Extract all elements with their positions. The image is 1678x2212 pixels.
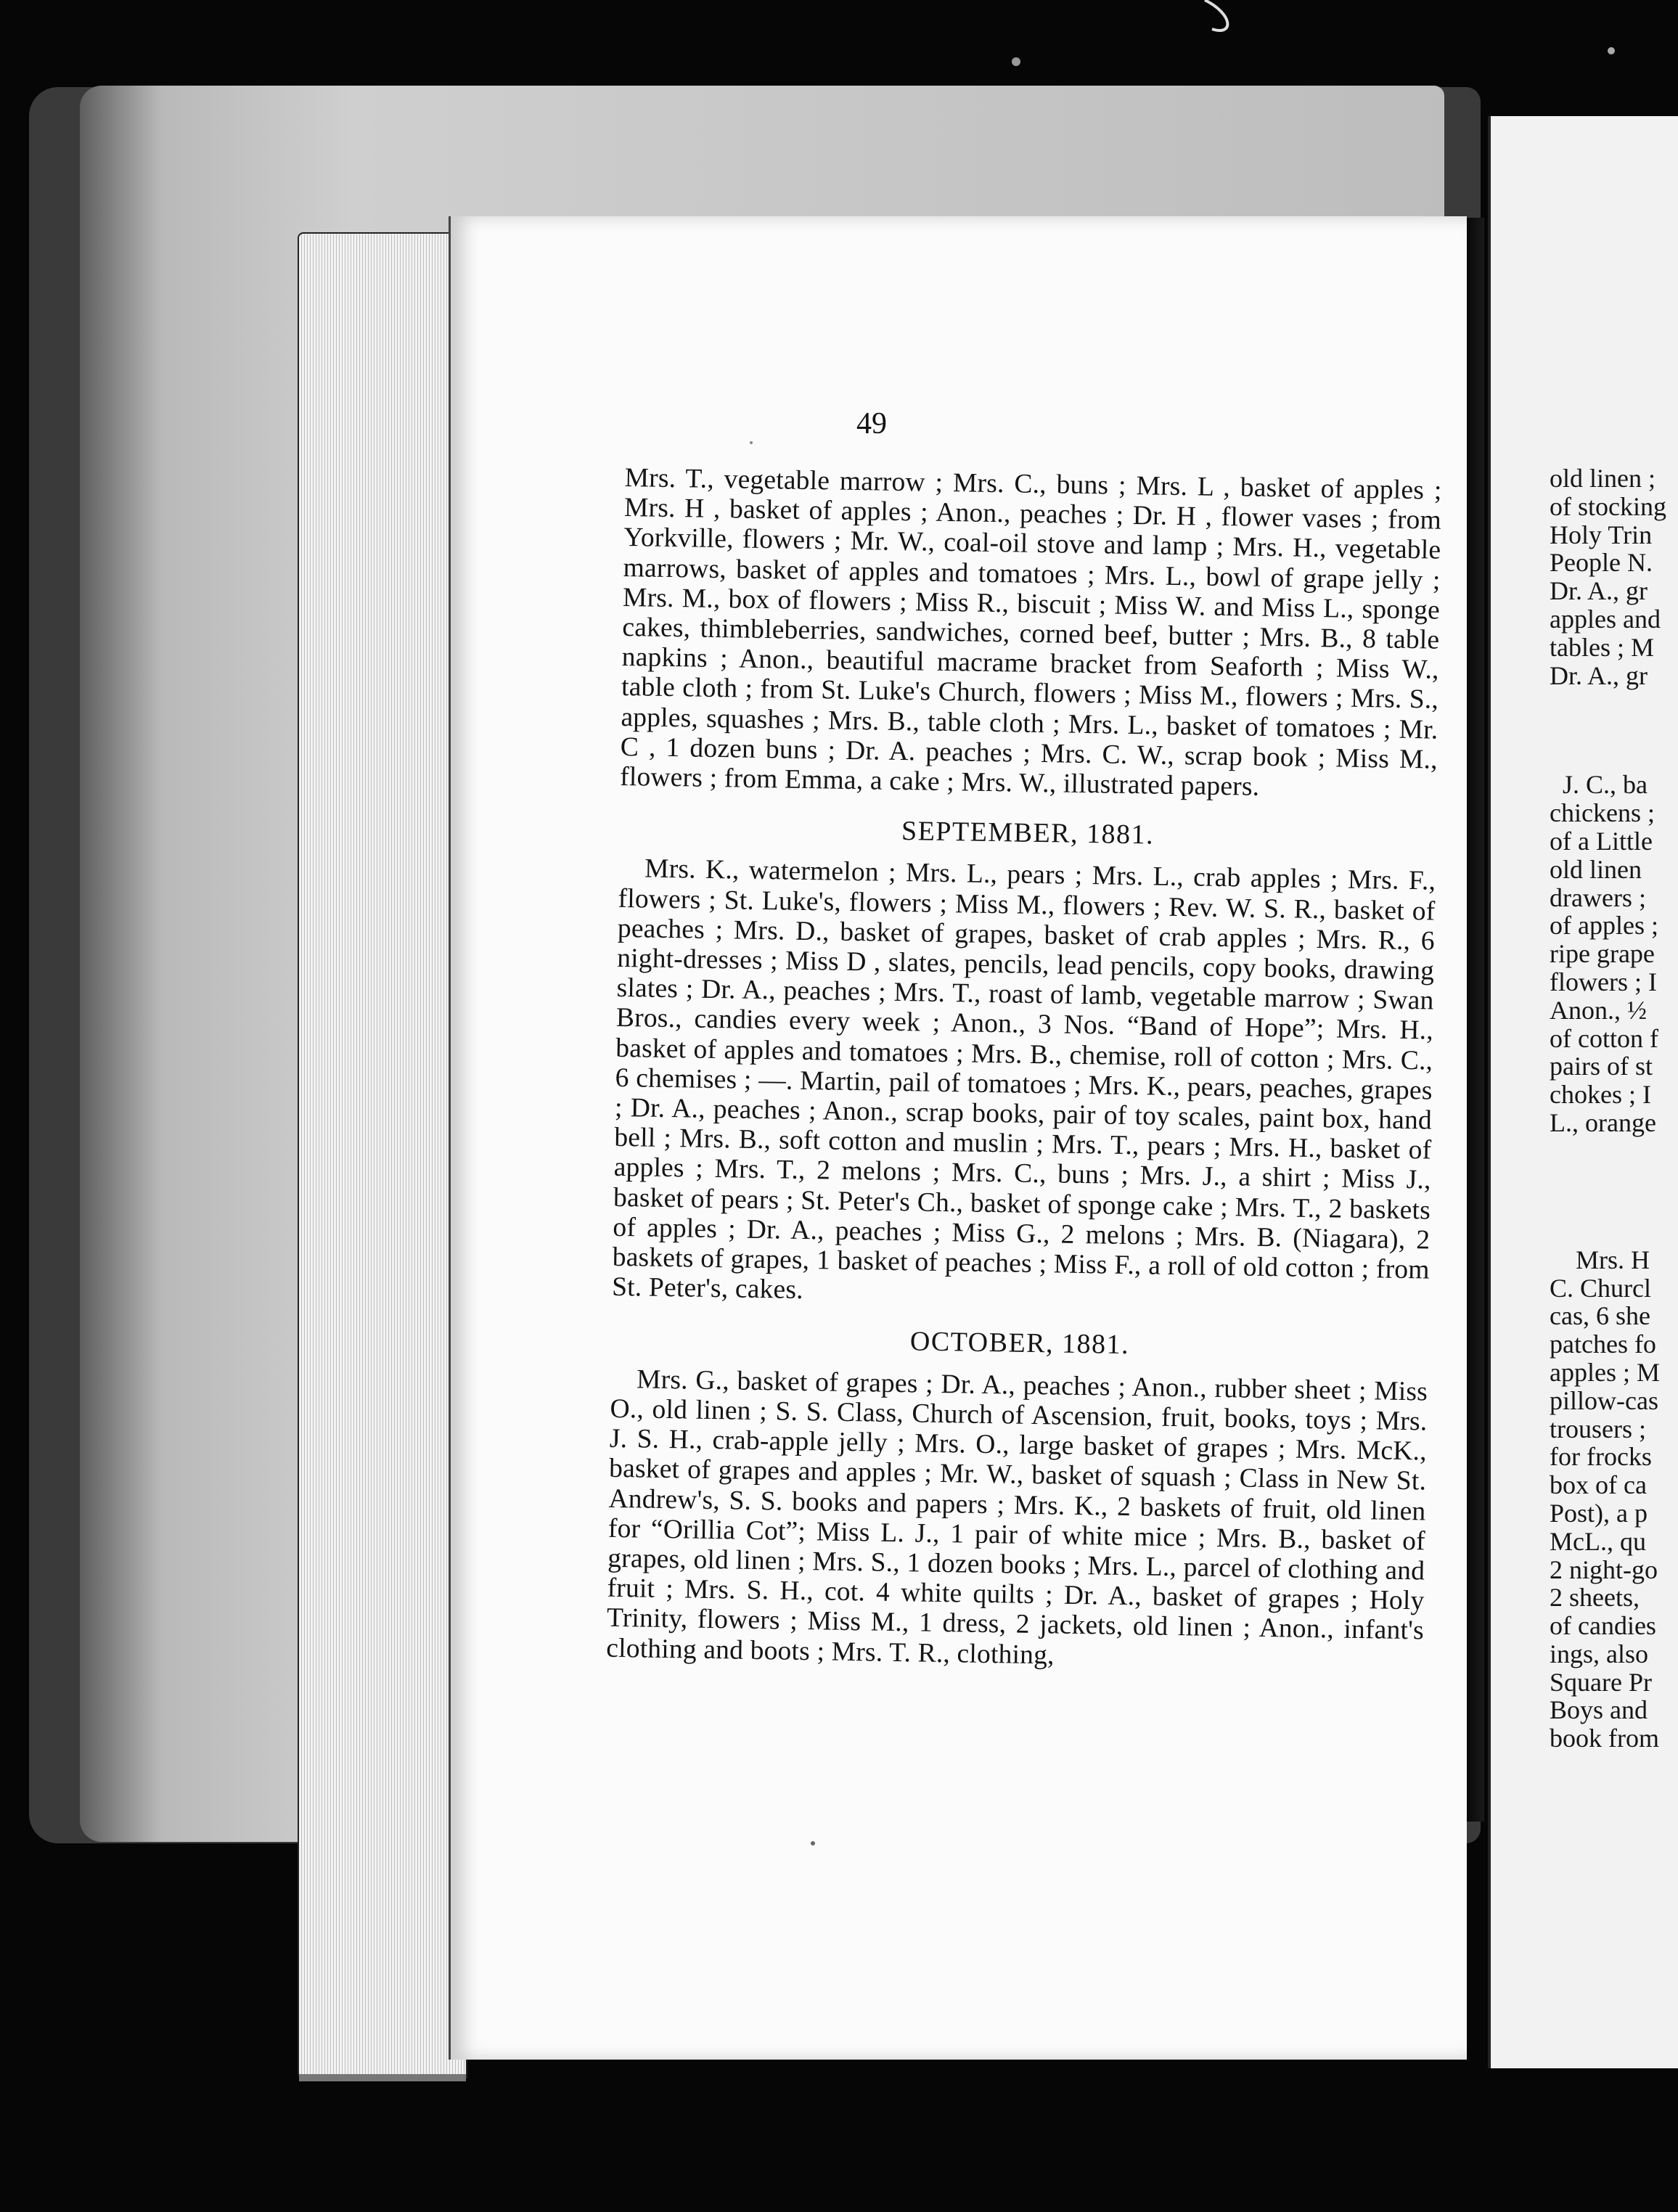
facing-page-text xyxy=(1550,464,1678,1753)
facing-line: drawers ; xyxy=(1550,882,1646,912)
facing-line: Holy Trin xyxy=(1550,520,1653,549)
facing-line: ripe grape xyxy=(1550,939,1655,969)
facing-line: chickens ; xyxy=(1550,798,1655,828)
facing-line: J. C., ba xyxy=(1563,770,1648,800)
facing-line: tables ; M xyxy=(1550,632,1654,662)
facing-line: for frocks xyxy=(1550,1442,1652,1472)
facing-line: ings, also xyxy=(1550,1639,1649,1668)
facing-gap xyxy=(1550,689,1678,771)
facing-line: Square Pr xyxy=(1550,1667,1652,1697)
facing-line: Anon., ½ xyxy=(1550,995,1647,1025)
facing-gap xyxy=(1550,1137,1678,1246)
facing-line: pairs of st xyxy=(1550,1052,1653,1081)
facing-line: chokes ; I xyxy=(1550,1080,1651,1110)
section-heading-september: SEPTEMBER, 1881. xyxy=(901,816,1155,851)
facing-line: old linen ; xyxy=(1550,464,1656,493)
page-text xyxy=(606,463,1442,1676)
facing-line: Post), a p xyxy=(1550,1498,1648,1528)
facing-line: of cotton f xyxy=(1550,1023,1658,1053)
facing-line: flowers ; I xyxy=(1550,967,1657,996)
facing-line: of stocking xyxy=(1550,491,1666,521)
facing-line: of apples ; xyxy=(1550,911,1658,941)
facing-line: box of ca xyxy=(1550,1470,1647,1500)
facing-line: C. Churcl xyxy=(1550,1273,1651,1303)
facing-line: patches fo xyxy=(1550,1330,1656,1359)
paragraph-august-continued: Mrs. T., vegetable marrow ; Mrs. C., buns ; Mrs. L , basket of apples ; Mrs. H , basket of apples ; Anon., peaches ; Dr. H , flower vases ; from Yorkville, flowers ; Mr. W., coal-oil stove and lamp ; Mrs. H., vegetable marrows, basket of apples and tomatoes ; Mrs. L., bowl of grape jelly ; Mrs. M., box of flowers ; Miss R., biscuit ; Miss W. and Miss L., sponge cakes, thimbleberries, sandwiches, corned beef, butter ; Mrs. B., 8 table napkins ; Anon., beautiful macrame bracket from Seaforth ; Miss W., table cloth ; from St. Luke's Church, flowers ; Miss M., flowers ; Mrs. S., apples, squashes ; Mrs. B., table cloth ; Mrs. L., basket of tomatoes ; Mr. C , 1 dozen buns ; Dr. A. peaches ; Mrs. C. W., scrap book ; Miss M., flowers ; from Emma, a cake ; Mrs. W., illustrated papers. xyxy=(619,463,1442,802)
section-body-september: Mrs. K., watermelon ; Mrs. L., pears ; Mrs. L., crab apples ; Mrs. F., flowers ; St. Luke's, flowers ; Miss M., flowers ; Rev. W. S. R., basket of peaches ; Mrs. D., basket of grapes, basket of crab apples ; Mrs. R., 6 night-dresses ; Miss D , slates, pencils, lead pencils, copy books, drawing slates ; Dr. A., peaches ; Mrs. T., roast of lamb, vegetable marrow ; Swan Bros., candies every week ; Anon., 3 Nos. “Band of Hope”; Mrs. H., basket of apples and tomatoes ; Mrs. B., chemise, roll of cotton ; Mrs. C., 6 chemises ; —. Martin, pail of tomatoes ; Mrs. K., pears, peaches, grapes ; Dr. A., peaches ; Anon., scrap books, pair of toy scales, paint box, hand bell ; Mrs. B., soft cotton and muslin ; Mrs. T., pears ; Mrs. H., basket of apples ; Mrs. T., 2 melons ; Mrs. C., buns ; Mrs. J., a shirt ; Miss J., basket of pears ; St. Peter's Ch., basket of sponge cake ; Mrs. T., 2 baskets of apples ; Dr. A., peaches ; Miss G., 2 melons ; Mrs. B. (Niagara), 2 baskets of grapes, 1 basket of peaches ; Miss F., a roll of old cotton ; from St. Peter's, cakes. xyxy=(611,853,1436,1306)
facing-line: Boys and xyxy=(1550,1695,1648,1725)
section-heading-october: OCTOBER, 1881. xyxy=(909,1326,1130,1361)
facing-line: old linen xyxy=(1550,854,1642,884)
section-body-october: Mrs. G., basket of grapes ; Dr. A., peaches ; Anon., rubber sheet ; Miss O., old linen ; S. S. Class, Church of Ascension, fruit, books, toys ; Mrs. J. S. H., crab-apple jelly ; Mrs. O., large basket of grapes ; Mrs. McK., basket of grapes and apples ; Mr. W., basket of squash ; Class in New St. Andrew's, S. S. books and papers ; Mrs. K., 2 baskets of fruit, old linen for “Orillia Cot”; Miss L. J., 1 pair of white mice ; Mrs. B., basket of grapes, old linen ; Mrs. S., 1 dozen books ; Mrs. L., parcel of clothing and fruit ; Mrs. S. H., cot. 4 white quilts ; Dr. A., basket of grapes ; Holy Trinity, flowers ; Miss M., 1 dress, 2 jackets, old linen ; Anon., infant's clothing and boots ; Mrs. T. R., clothing, xyxy=(606,1364,1428,1671)
facing-line: trousers ; xyxy=(1550,1414,1646,1443)
facing-block-3 xyxy=(1550,1246,1678,1753)
facing-line: L., orange xyxy=(1550,1107,1656,1137)
facing-block-2 xyxy=(1550,771,1678,1136)
facing-line: apples and xyxy=(1550,604,1661,634)
facing-line: pillow-cas xyxy=(1550,1385,1658,1415)
left-page xyxy=(449,216,1467,2060)
page-number: 49 xyxy=(856,407,887,441)
facing-line: Dr. A., gr xyxy=(1550,660,1648,690)
facing-block-1 xyxy=(1550,464,1678,689)
facing-line: Dr. A., gr xyxy=(1550,576,1648,606)
facing-line: apples ; M xyxy=(1550,1357,1660,1387)
facing-line: cas, 6 she xyxy=(1550,1301,1650,1331)
facing-line: of a Little xyxy=(1550,826,1653,856)
facing-line: book from xyxy=(1550,1724,1659,1753)
facing-line: of candies xyxy=(1550,1611,1656,1641)
facing-line: McL., qu xyxy=(1550,1526,1646,1556)
page-stack-edges xyxy=(298,232,467,2078)
facing-line: People N. xyxy=(1550,548,1653,578)
facing-line: 2 sheets, xyxy=(1550,1583,1640,1613)
facing-line: Mrs. H xyxy=(1576,1245,1650,1274)
facing-line: 2 night-go xyxy=(1550,1554,1658,1584)
